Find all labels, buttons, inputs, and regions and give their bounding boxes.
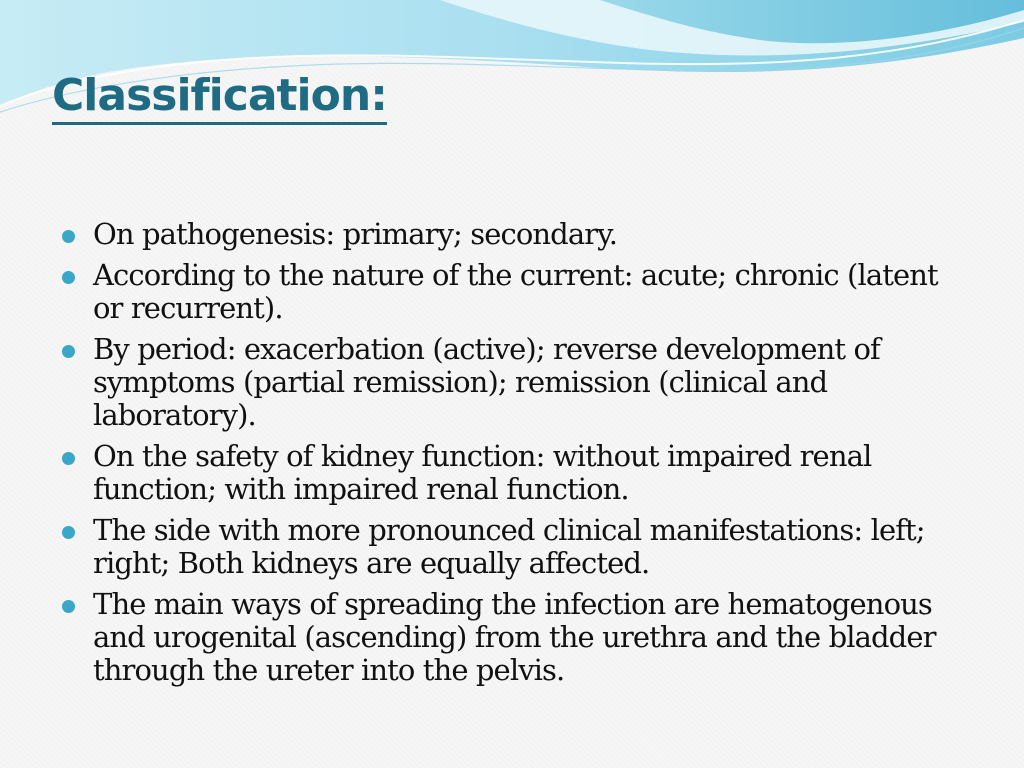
bullet-text: The main ways of spreading the infection are hematogenous and urogenital (ascending) from the urethra and the bladder through the ureter into the pelvis. (93, 587, 936, 687)
bullet-item (62, 514, 972, 580)
bullet-text: According to the nature of the current: acute; chronic (latent or recurrent). (93, 258, 938, 325)
bullet-text: By period: exacerbation (active); reverse development of symptoms (partial remission); remission (clinical and laboratory). (93, 332, 880, 432)
bullet-dot-icon (62, 345, 75, 358)
slide-title: Classification: (52, 70, 387, 125)
bullet-text: The side with more pronounced clinical manifestations: left; right; Both kidneys are equally affected. (93, 513, 925, 580)
bullet-dot-icon (62, 230, 75, 243)
bullet-item (62, 259, 972, 325)
bullet-item (62, 588, 972, 687)
bullet-item (62, 218, 972, 251)
bullet-list (62, 218, 972, 695)
bullet-text: On the safety of kidney function: without impaired renal function; with impaired renal function. (93, 439, 872, 506)
bullet-text: On pathogenesis: primary; secondary. (93, 217, 618, 251)
bullet-dot-icon (62, 600, 75, 613)
bullet-dot-icon (62, 452, 75, 465)
bullet-item (62, 333, 972, 432)
bullet-dot-icon (62, 526, 75, 539)
bullet-dot-icon (62, 271, 75, 284)
bullet-item (62, 440, 972, 506)
